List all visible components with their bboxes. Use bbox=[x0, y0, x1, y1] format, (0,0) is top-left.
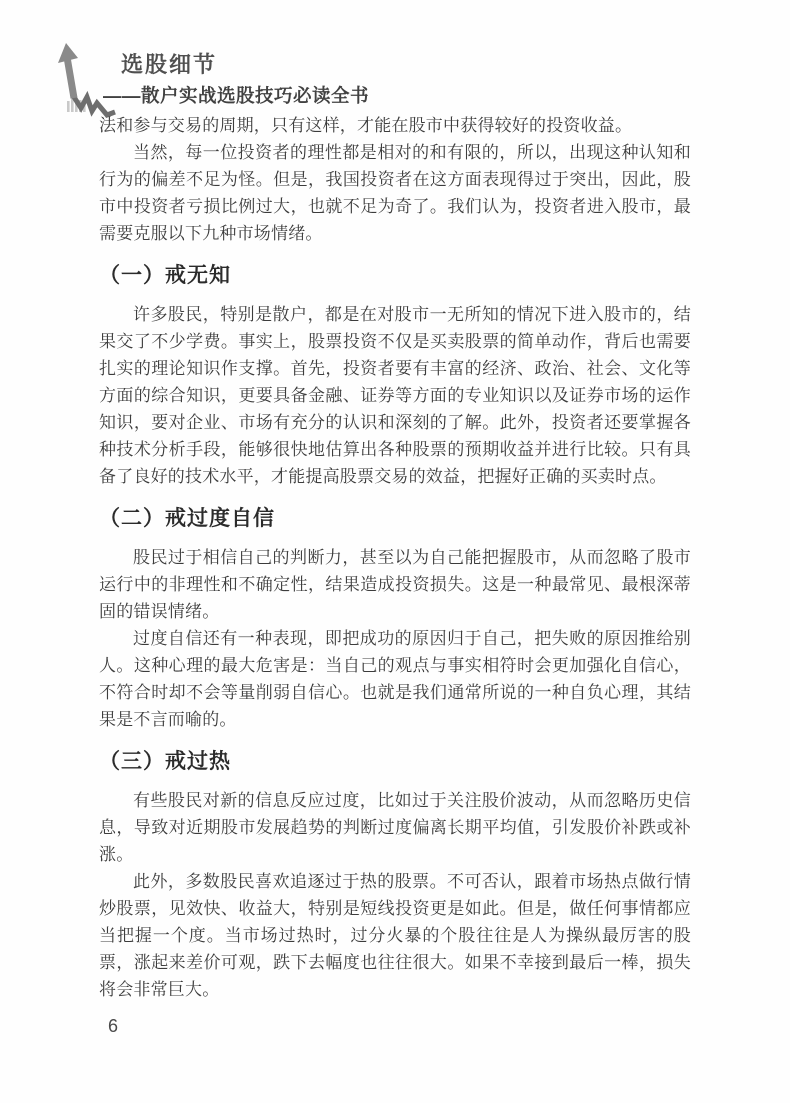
series-title: 选股细节 bbox=[121, 52, 218, 77]
page-body-text bbox=[99, 112, 691, 1003]
section-heading-2: （二）戒过度自信 bbox=[99, 507, 275, 530]
paragraph-section3a: 有些股民对新的信息反应过度，比如过于关注股价波动，从而忽略历史信息，导致对近期股市发展趋势的判断过度偏离长期平均值，引发股价补跌或补涨。 bbox=[99, 791, 691, 864]
section-heading-3: （三）戒过热 bbox=[99, 750, 231, 773]
paragraph-section2b: 过度自信还有一种表现，即把成功的原因归于自己，把失败的原因推给别人。这种心理的最大危害是：当自己的观点与事实相符时会更加强化自信心，不符合时却不会等量削弱自信心。也就是我们通常所说的一种自负心理，其结果是不言而喻的。 bbox=[99, 629, 691, 729]
paragraph-continued: 法和参与交易的周期，只有这样，才能在股市中获得较好的投资收益。 bbox=[99, 116, 633, 135]
section-heading-1: （一）戒无知 bbox=[99, 264, 231, 287]
paragraph-section1: 许多股民，特别是散户，都是在对股市一无所知的情况下进入股市的，结果交了不少学费。事实上，股票投资不仅是买卖股票的简单动作，背后也需要扎实的理论知识作支撑。首先，投资者要有丰富的经济、政治、社会、文化等方面的综合知识，更要具备金融、证券等方面的专业知识以及证券市场的运作知识，要对企业、市场有充分的认识和深刻的了解。此外，投资者还要掌握各种技术分析手段，能够很快地估算出各种股票的预期收益并进行比较。只有具备了良好的技术水平，才能提高股票交易的效益，把握好正确的买卖时点。 bbox=[99, 305, 691, 486]
series-subtitle: ——散户实战选股技巧必读全书 bbox=[103, 85, 370, 106]
paragraph-intro: 当然，每一位投资者的理性都是相对的和有限的，所以，出现这种认知和行为的偏差不足为怪。但是，我国投资者在这方面表现得过于突出，因此，股市中投资者亏损比例过大，也就不足为奇了。我们认为，投资者进入股市，最需要克服以下九种市场情绪。 bbox=[99, 143, 691, 243]
stock-trend-arrow-icon bbox=[58, 42, 120, 120]
page-number: 6 bbox=[108, 1016, 119, 1036]
paragraph-section3b: 此外，多数股民喜欢追逐过于热的股票。不可否认，跟着市场热点做行情炒股票，见效快、收益大，特别是短线投资更是如此。但是，做任何事情都应当把握一个度。当市场过热时，过分火暴的个股往往是人为操纵最厉害的股票，涨起来差价可观，跌下去幅度也往往很大。如果不幸接到最后一棒，损失将会非常巨大。 bbox=[99, 872, 691, 999]
paragraph-section2a: 股民过于相信自己的判断力，甚至以为自己能把握股市，从而忽略了股市运行中的非理性和不确定性，结果造成投资损失。这是一种最常见、最根深蒂固的错误情绪。 bbox=[99, 548, 691, 621]
